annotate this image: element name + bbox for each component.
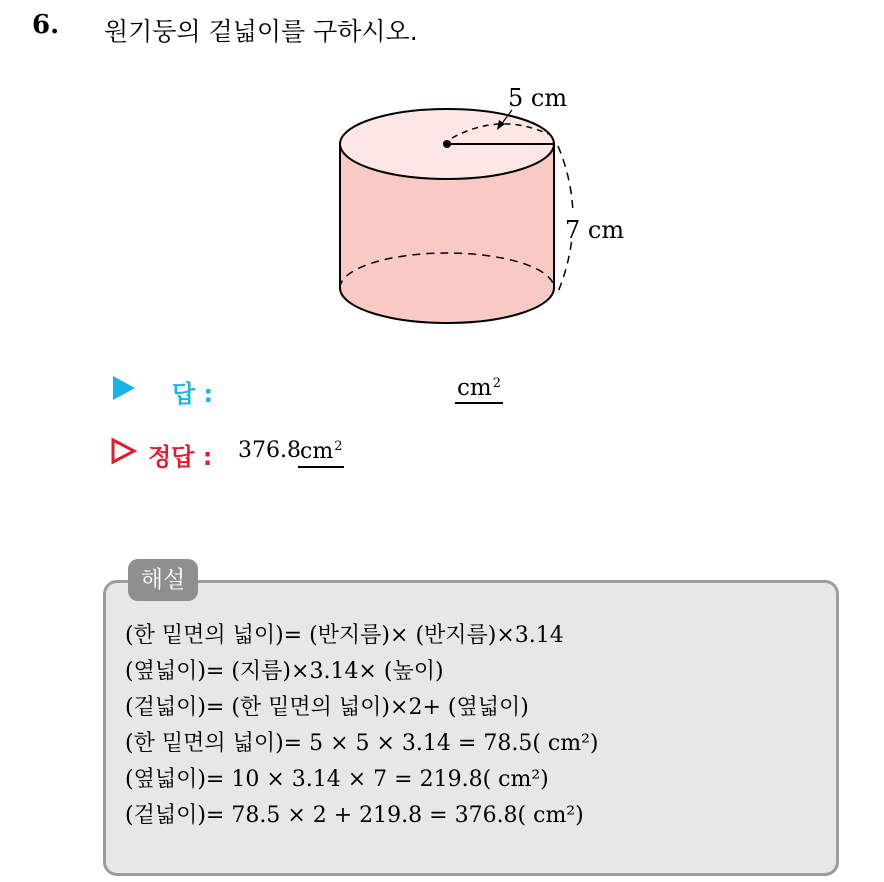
unit-exponent: 2 <box>492 376 501 391</box>
outline-arrow-icon <box>110 437 138 465</box>
answer-label: 답 : <box>172 380 214 408</box>
correct-answer-row <box>110 433 510 473</box>
correct-answer-label: 정답 : <box>148 443 213 471</box>
solution-lines <box>125 618 598 834</box>
solution-line: (한 밑면의 넓이)= (반지름)× (반지름)×3.14 <box>125 623 564 648</box>
correct-answer-value: 376.8 <box>238 438 301 463</box>
answer-input-unit[interactable] <box>455 372 503 404</box>
solution-line: (겉넓이)= 78.5 × 2 + 219.8 = 376.8( cm²) <box>125 803 584 828</box>
question-number: 6. <box>32 10 60 40</box>
solution-tag: 해설 <box>128 559 198 601</box>
radius-label: 5 cm <box>508 84 568 112</box>
solution-line: (옆넓이)= 10 × 3.14 × 7 = 219.8( cm²) <box>125 767 549 792</box>
unit-text: cm <box>300 439 334 464</box>
solution-line: (겉넓이)= (한 밑면의 넓이)×2+ (옆넓이) <box>125 695 529 720</box>
height-label: 7 cm <box>565 216 625 244</box>
unit-text: cm <box>457 375 492 401</box>
answer-row <box>110 370 530 410</box>
unit-exponent: 2 <box>334 439 343 454</box>
solution-line: (옆넓이)= (지름)×3.14× (높이) <box>125 659 444 684</box>
cylinder-figure <box>0 0 884 360</box>
correct-answer-unit <box>298 435 344 468</box>
solution-line: (한 밑면의 넓이)= 5 × 5 × 3.14 = 78.5( cm²) <box>125 731 599 756</box>
play-arrow-icon <box>110 374 138 402</box>
question-text: 원기둥의 겉넓이를 구하시오. <box>104 17 418 46</box>
